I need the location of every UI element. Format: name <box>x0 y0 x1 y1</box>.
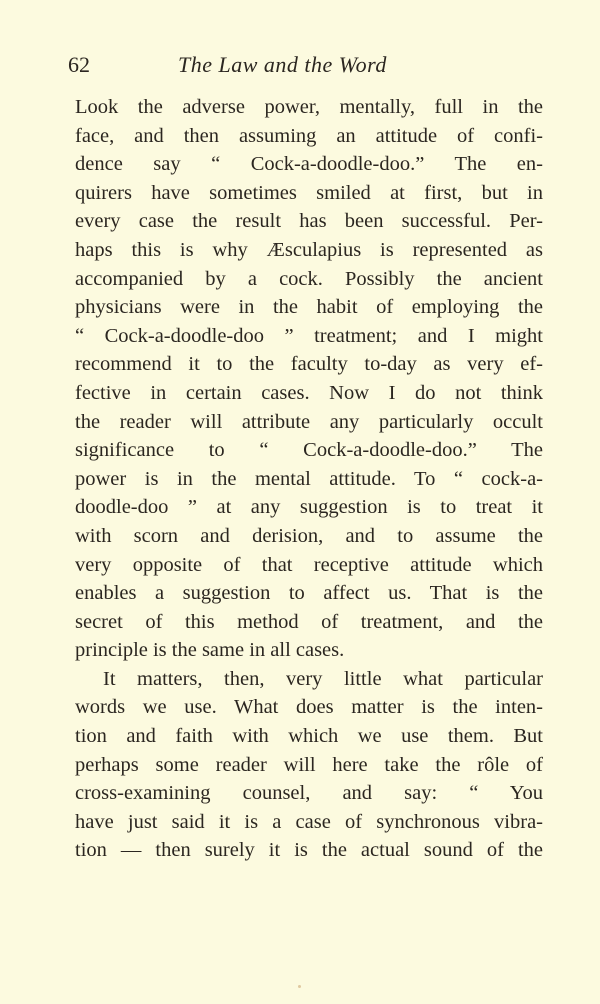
text-line: with scorn and derision, and to assume the <box>75 524 543 547</box>
text-line: Look the adverse power, mentally, full in the <box>75 96 543 118</box>
text-line: enables a suggestion to affect us. That is the <box>75 582 543 605</box>
text-line: principle is the same in all cases. <box>75 639 345 662</box>
text-line: every case the result has been successful. Per- <box>75 210 543 233</box>
text-line: cross-examining counsel, and say: “ You <box>75 782 543 805</box>
text-line: power is in the mental attitude. To “ cock-a- <box>75 467 543 490</box>
text-line: significance to “ Cock-a-doodle-doo.” The <box>75 439 543 462</box>
text-line: fective in certain cases. Now I do not think <box>75 381 543 404</box>
running-header <box>68 52 538 82</box>
text-line: “ Cock-a-doodle-doo ” treatment; and I might <box>75 324 543 347</box>
body-text <box>75 93 543 865</box>
text-line: tion — then surely it is the actual sound of the <box>75 839 543 862</box>
text-line: tion and faith with which we use them. But <box>75 725 543 748</box>
running-title: The Law and the Word <box>178 52 387 77</box>
page-number: 62 <box>68 52 90 77</box>
text-line: It matters, then, very little what particular <box>103 667 543 690</box>
text-line: very opposite of that receptive attitude which <box>75 553 543 576</box>
text-line: quirers have sometimes smiled at first, but in <box>75 181 543 204</box>
text-line: dence say “ Cock-a-doodle-doo.” The en- <box>75 153 543 176</box>
text-line: doodle-doo ” at any suggestion is to treat it <box>75 496 543 519</box>
text-line: recommend it to the faculty to-day as very ef- <box>75 353 543 376</box>
paper-speck <box>298 985 301 988</box>
text-line: accompanied by a cock. Possibly the ancient <box>75 267 543 290</box>
text-line: words we use. What does matter is the inten- <box>75 696 543 719</box>
text-line: have just said it is a case of synchronous vibra- <box>75 810 543 833</box>
text-line: haps this is why Æsculapius is represented as <box>75 238 543 261</box>
text-line: secret of this method of treatment, and the <box>75 610 543 633</box>
text-line: the reader will attribute any particularly occult <box>75 410 543 433</box>
text-line: face, and then assuming an attitude of confi- <box>75 124 543 147</box>
text-line: perhaps some reader will here take the rôle of <box>75 753 543 776</box>
text-line: physicians were in the habit of employing the <box>75 296 543 319</box>
